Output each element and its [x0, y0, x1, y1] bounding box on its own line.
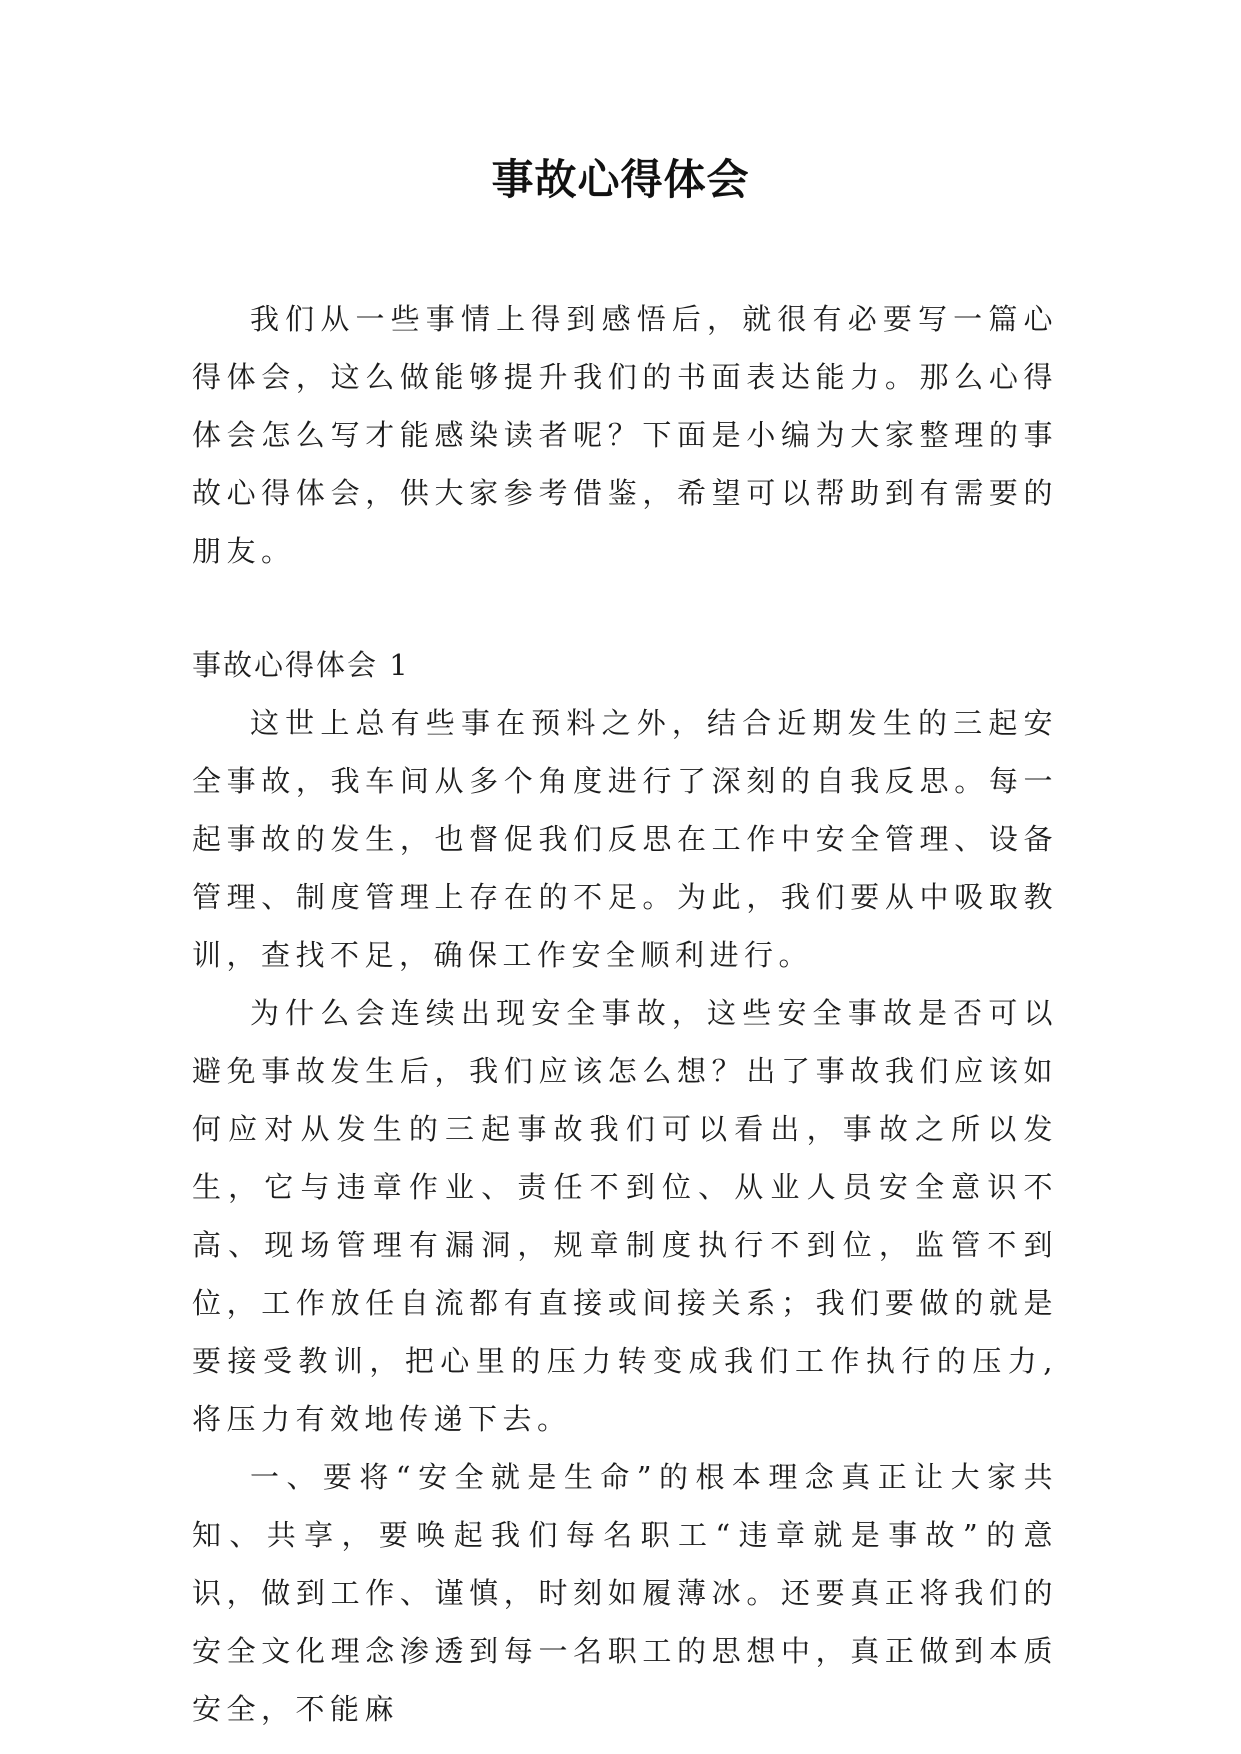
body-paragraph-2: 为什么会连续出现安全事故，这些安全事故是否可以避免事故发生后，我们应该怎么想？出了事故我们应该如何应对从发生的三起事故我们可以看出，事故之所以发生，它与违章作业、责任不到位、从业人员安全意识不高、现场管理有漏洞，规章制度执行不到位，监管不到位，工作放任自流都有直接或间接关系；我们要做的就是要接受教训，把心里的压力转变成我们工作执行的压力,将压力有效地传递下去。 — [192, 996, 1058, 1436]
document-body — [192, 290, 1058, 1738]
document-title: 事故心得体会 — [491, 155, 750, 204]
body-paragraph-1: 这世上总有些事在预料之外，结合近期发生的三起安全事故，我车间从多个角度进行了深刻的自我反思。每一起事故的发生，也督促我们反思在工作中安全管理、设备管理、制度管理上存在的不足。为此，我们要从中吸取教训，查找不足，确保工作安全顺利进行。 — [192, 706, 1058, 972]
intro-paragraph: 我们从一些事情上得到感悟后，就很有必要写一篇心得体会，这么做能够提升我们的书面表达能力。那么心得体会怎么写才能感染读者呢？下面是小编为大家整理的事故心得体会，供大家参考借鉴，希望可以帮助到有需要的朋友。 — [192, 302, 1058, 568]
section-heading: 事故心得体会 1 — [192, 648, 410, 682]
body-paragraph-3: 一、要将“安全就是生命”的根本理念真正让大家共知、共享，要唤起我们每名职工“违章就是事故”的意识，做到工作、谨慎，时刻如履薄冰。还要真正将我们的安全文化理念渗透到每一名职工的思想中，真正做到本质安全，不能麻 — [192, 1460, 1058, 1726]
